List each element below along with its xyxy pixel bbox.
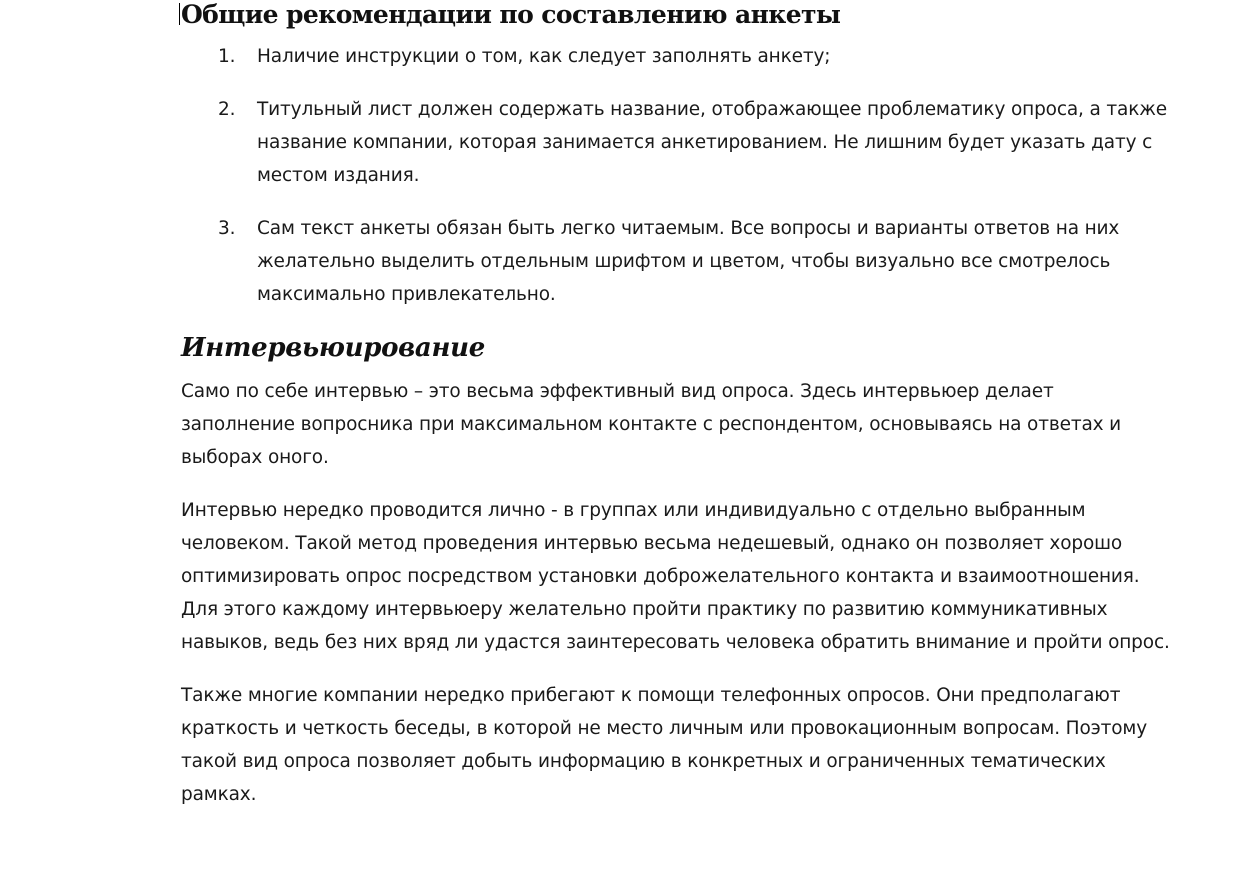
list-number: 2. [218, 99, 236, 120]
section-heading: Общие рекомендации по составлению анкеты [181, 0, 841, 29]
list-item-text: Сам текст анкеты обязан быть легко читаемым. Все вопросы и варианты ответов на них желательно выделить отдельным шрифтом и цветом, чтобы визуально все смотрелось максимально привлекательно. [257, 218, 1120, 305]
paragraph: Само по себе интервью – это весьма эффективный вид опроса. Здесь интервьюер делает заполнение вопросника при максимальном контакте с респондентом, основываясь на ответах и выборах оного. [181, 381, 1122, 468]
subsection-heading: Интервьюирование [181, 333, 485, 363]
list-item-text: Титульный лист должен содержать название, отображающее проблематику опроса, а также название компании, которая занимается анкетированием. Не лишним будет указать дату с местом издания. [257, 99, 1168, 186]
list-number: 3. [218, 218, 236, 239]
list-number: 1. [218, 46, 236, 67]
document-page [181, 0, 1181, 831]
list-item-text: Наличие инструкции о том, как следует заполнять анкету; [257, 46, 831, 67]
list-item [181, 40, 1181, 73]
list-item [181, 93, 1181, 192]
text-cursor [179, 3, 180, 25]
paragraph: Интервью нередко проводится лично - в группах или индивидуально с отдельно выбранным человеком. Такой метод проведения интервью весьма недешевый, однако он позволяет хорошо оптимизировать опрос посредством установки доброжелательного контакта и взаимоотношения. Для этого каждому интервьюеру желательно пройти практику по развитию коммуникативных навыков, ведь без них вряд ли удастся заинтересовать человека обратить внимание и пройти опрос. [181, 500, 1170, 653]
list-item [181, 212, 1181, 311]
recommendations-list [181, 40, 1181, 311]
paragraph: Также многие компании нередко прибегают к помощи телефонных опросов. Они предполагают краткость и четкость беседы, в которой не место личным или провокационным вопросам. Поэтому такой вид опроса позволяет добыть информацию в конкретных и ограниченных тематических рамках. [181, 685, 1148, 805]
